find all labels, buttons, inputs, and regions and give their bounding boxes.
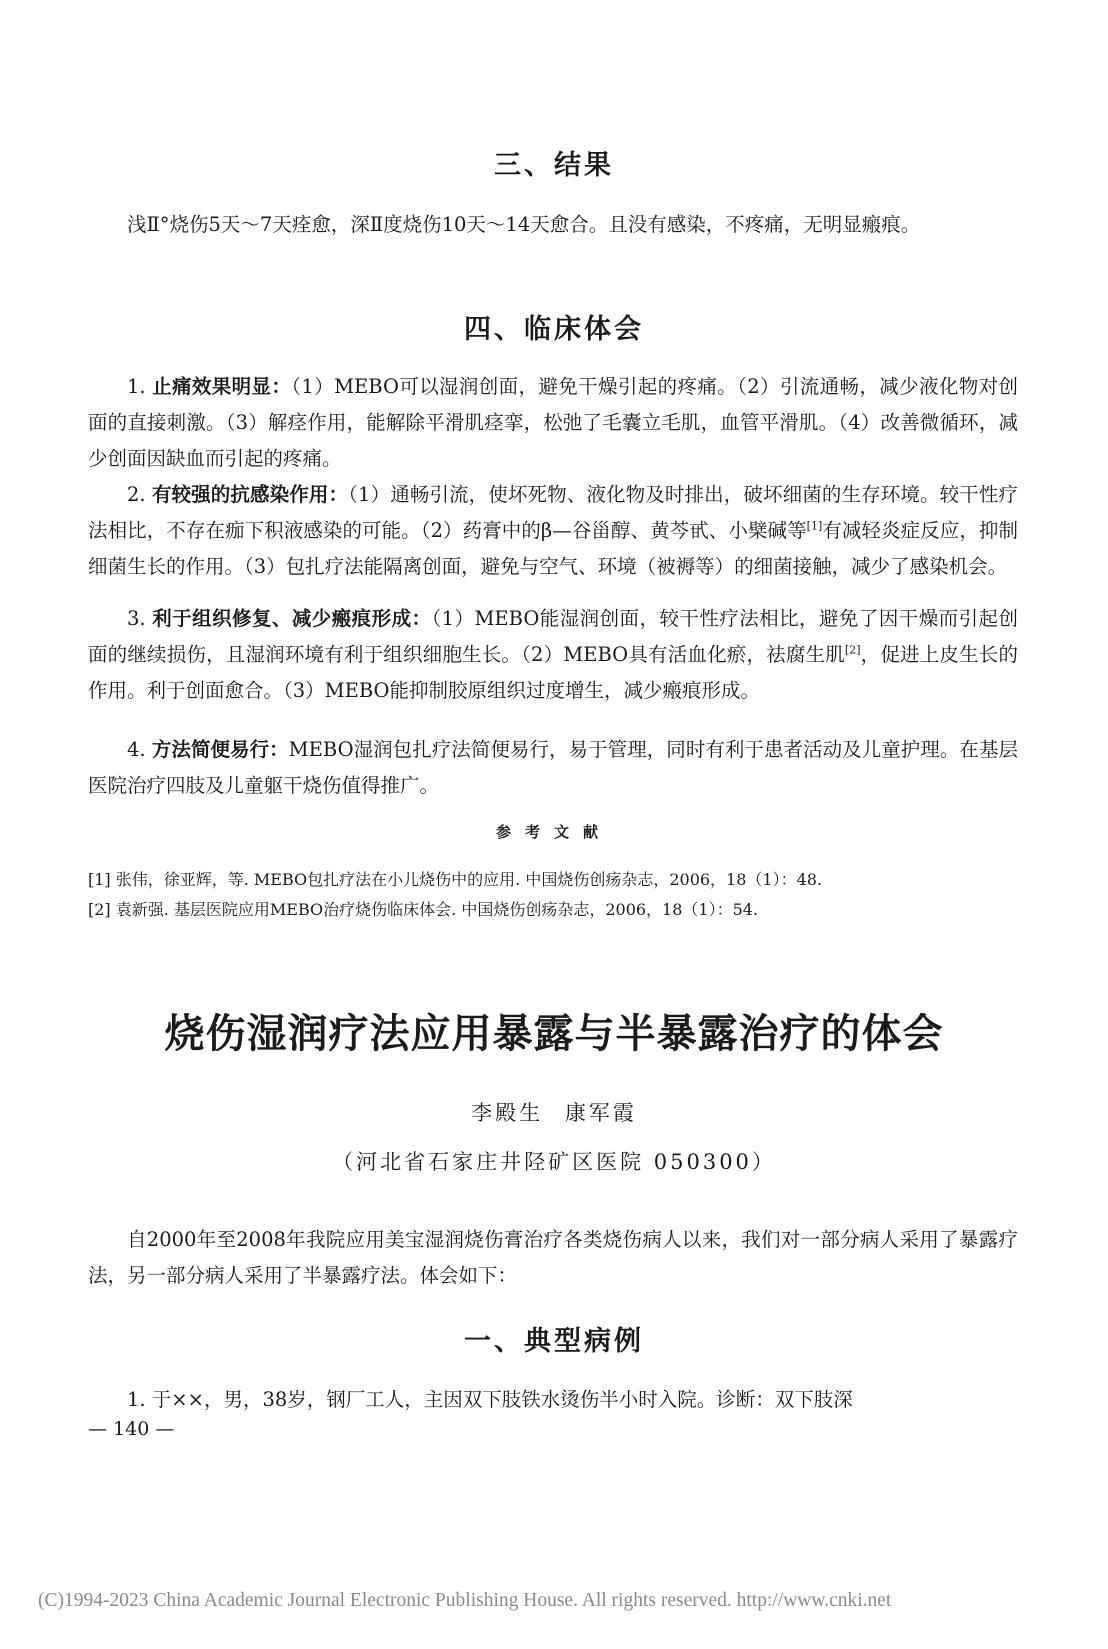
article-title: 烧伤湿润疗法应用暴露与半暴露治疗的体会 <box>164 1011 944 1057</box>
citation-2: [2] <box>844 643 861 657</box>
point-1: 1. 止痛效果明显：（1）MEBO可以湿润创面，避免干燥引起的疼痛。（2）引流通畅，减少液化物对创面的直接刺激。（3）解痉作用，能解除平滑肌痉挛，松弛了毛囊立毛肌，血管平滑肌。（4）改善微循环，减少创面因缺血而引起的疼痛。 <box>88 375 1018 470</box>
results-paragraph: 浅Ⅱ°烧伤5天～7天痊愈，深Ⅱ度烧伤10天～14天愈合。且没有感染，不疼痛，无明显瘢痕。 <box>127 213 921 236</box>
point-2-lead: 有较强的抗感染作用： <box>151 483 349 506</box>
point-1-lead: 止痛效果明显： <box>152 375 292 398</box>
article-intro: 自2000年至2008年我院应用美宝湿润烧伤膏治疗各类烧伤病人以来，我们对一部分病人采用了暴露疗法，另一部分病人采用了半暴露疗法。体会如下： <box>88 1228 1018 1287</box>
references-heading: 参考文献 <box>495 823 612 841</box>
article-authors: 李殿生 康军霞 <box>471 1101 637 1125</box>
point-3: 3. 利于组织修复、减少瘢痕形成：（1）MEBO能湿润创面，较干性疗法相比，避免了因干燥而引起创面的继续损伤，且湿润环境有利于组织细胞生长。（2）MEBO具有活血化瘀，祛腐生肌[2]，促进上皮生长的作用。利于创面愈合。（3）MEBO能抑制胶原组织过度增生，减少瘢痕形成。 <box>88 607 1018 702</box>
results-heading: 三、结果 <box>494 150 614 181</box>
clinical-heading: 四、临床体会 <box>464 314 644 345</box>
copyright-footer: (C)1994-2023 China Academic Journal Electronic Publishing House. All rights reserved. http://www.cnki.net <box>38 1590 892 1611</box>
case-1-paragraph: 1. 于××，男，38岁，钢厂工人，主因双下肢铁水烫伤半小时入院。诊断：双下肢深 <box>127 1388 853 1411</box>
point-4: 4. 方法简便易行：MEBO湿润包扎疗法简便易行，易于管理，同时有利于患者活动及儿童护理。在基层医院治疗四肢及儿童躯干烧伤值得推广。 <box>88 738 1018 797</box>
reference-item-1: [1] 张伟，徐亚辉，等. MEBO包扎疗法在小儿烧伤中的应用. 中国烧伤创疡杂志，2006，18（1）：48. <box>88 870 823 889</box>
point-3-lead: 利于组织修复、减少瘢痕形成： <box>152 607 432 630</box>
section-1-heading: 一、典型病例 <box>464 1326 644 1357</box>
point-4-lead: 方法简便易行： <box>151 738 289 761</box>
article-affiliation: （河北省石家庄井陉矿区医院 050300） <box>332 1150 776 1174</box>
point-2: 2. 有较强的抗感染作用：（1）通畅引流，使坏死物、液化物及时排出，破坏细菌的生存环境。较干性疗法相比，不存在痂下积液感染的可能。（2）药膏中的β—谷甾醇、黄芩甙、小檗碱等[1]有减轻炎症反应，抑制细菌生长的作用。（3）包扎疗法能隔离创面，避免与空气、环境（被褥等）的细菌接触，减少了感染机会。 <box>88 483 1018 578</box>
page-number: — 140 — <box>88 1418 175 1440</box>
citation-1: [1] <box>806 519 823 533</box>
reference-item-2: [2] 袁新强. 基层医院应用MEBO治疗烧伤临床体会. 中国烧伤创疡杂志，2006，18（1）：54. <box>88 900 759 919</box>
